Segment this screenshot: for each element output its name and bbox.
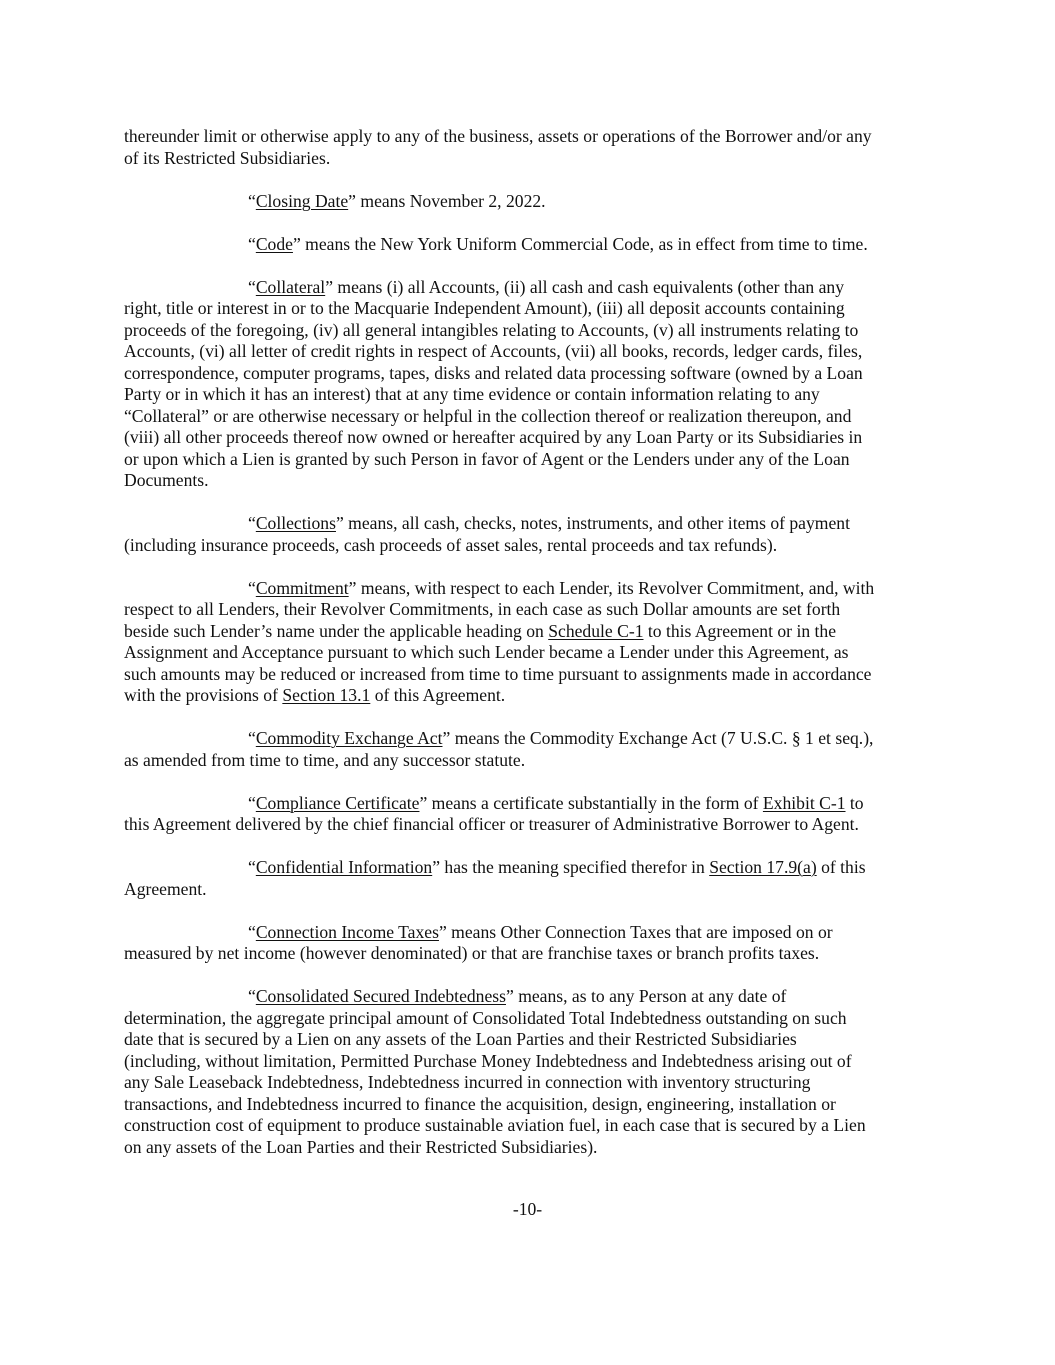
text-line: [124, 126, 954, 148]
text-segment: “: [248, 190, 256, 211]
text-segment: ” means, all cash, checks, notes, instruments, and other items of payment: [335, 513, 850, 533]
definition-paragraph: [124, 513, 954, 556]
text-line: [124, 427, 954, 449]
text-line: [124, 922, 954, 944]
text-line: [124, 384, 954, 406]
text-line: [124, 642, 954, 664]
definition-paragraph: [124, 191, 954, 213]
text-segment: ” means November 2, 2022.: [348, 190, 546, 211]
text-line: [124, 750, 954, 772]
definition-paragraph: [124, 234, 954, 256]
text-segment: of this Agreement.: [370, 685, 506, 705]
text-line: [124, 191, 954, 213]
text-segment: “: [248, 986, 256, 1006]
text-segment: ” means the New York Uniform Commercial Code, as in effect from time to time.: [292, 233, 868, 254]
text-line: [124, 1051, 954, 1073]
definition-paragraph: [124, 728, 954, 771]
definition-paragraph: [124, 922, 954, 965]
text-segment: or upon which a Lien is granted by such Person in favor of Agent or the Lenders under any of the Loan: [124, 448, 850, 469]
text-segment: (including, without limitation, Permitted Purchase Money Indebtedness and Indebtedness arising out of: [124, 1050, 852, 1071]
definition-paragraph: [124, 277, 954, 492]
page-number: -10-: [512, 1199, 543, 1219]
text-segment: Accounts, (vi) all letter of credit rights in respect of Accounts, (vii) all books, records, ledger cards, files,: [124, 341, 863, 361]
defined-term: Commodity Exchange Act: [255, 728, 443, 748]
text-segment: ” means the Commodity Exchange Act (7 U.S.C. § 1 et seq.),: [442, 728, 874, 748]
text-line: [124, 1008, 954, 1030]
text-segment: such amounts may be reduced or increased from time to time pursuant to assignments made in accordance: [124, 663, 872, 684]
text-segment: “: [248, 233, 256, 254]
definition-paragraph: [124, 126, 954, 169]
text-line: [124, 1137, 954, 1159]
text-segment: “Collateral” or are otherwise necessary or helpful in the collection thereof or realization thereupon, and: [124, 405, 852, 426]
text-segment: “: [248, 728, 256, 748]
defined-term: Section 13.1: [282, 685, 371, 705]
text-segment: to this Agreement or in the: [643, 620, 837, 641]
text-line: [124, 320, 954, 342]
text-line: [124, 857, 954, 879]
defined-term: Connection Income Taxes: [255, 921, 439, 942]
text-segment: thereunder limit or otherwise apply to any of the business, assets or operations of the Borrower and/or any: [124, 126, 872, 146]
text-segment: this Agreement delivered by the chief financial officer or treasurer of Administrative Borrower to Agent.: [124, 814, 859, 834]
text-line: [124, 879, 954, 901]
text-segment: ” means, with respect to each Lender, its Revolver Commitment, and, with: [348, 577, 875, 598]
text-segment: “: [248, 513, 256, 533]
text-segment: transactions, and Indebtedness incurred to finance the acquisition, design, engineering, installation or: [124, 1093, 836, 1114]
text-line: [124, 234, 954, 256]
definition-paragraph: [124, 578, 954, 707]
text-segment: with the provisions of: [124, 685, 283, 705]
text-segment: Agreement.: [124, 878, 207, 899]
text-segment: ” means Other Connection Taxes that are imposed on or: [438, 921, 833, 942]
text-segment: proceeds of the foregoing, (iv) all general intangibles relating to Accounts, (v) all instruments relating to: [124, 319, 859, 340]
text-line: [124, 148, 954, 170]
text-segment: ” means (i) all Accounts, (ii) all cash and cash equivalents (other than any: [325, 276, 845, 297]
defined-term: Exhibit C-1: [762, 792, 846, 813]
text-segment: (viii) all other proceeds thereof now owned or hereafter acquired by any Loan Party or its Subsidiaries in: [124, 427, 863, 447]
defined-term: Collections: [255, 513, 336, 533]
text-line: [124, 1029, 954, 1051]
defined-term: Commitment: [255, 577, 349, 598]
defined-term: Schedule C-1: [548, 620, 644, 641]
defined-term: Collateral: [255, 276, 326, 297]
text-segment: correspondence, computer programs, tapes, disks and related data processing software (owned by a Loan: [124, 362, 863, 383]
text-line: [124, 513, 954, 535]
text-segment: (including insurance proceeds, cash proceeds of asset sales, rental proceeds and tax refunds).: [124, 534, 778, 555]
text-line: [124, 341, 954, 363]
definition-paragraph: [124, 857, 954, 900]
text-segment: as amended from time to time, and any successor statute.: [124, 749, 526, 770]
text-segment: any Sale Leaseback Indebtedness, Indebtedness incurred in connection with inventory structuring: [124, 1072, 811, 1092]
text-segment: ” means a certificate substantially in the form of: [419, 792, 763, 813]
text-segment: of this: [816, 857, 866, 877]
text-line: [124, 943, 954, 965]
defined-term: Section 17.9(a): [709, 857, 817, 877]
text-segment: date that is secured by a Lien on any assets of the Loan Parties and their Restricted Subsidiaries: [124, 1029, 797, 1049]
defined-term: Code: [255, 233, 293, 254]
text-segment: beside such Lender’s name under the applicable heading on: [124, 620, 549, 641]
defined-term: Closing Date: [255, 190, 349, 211]
text-segment: construction cost of equipment to produce sustainable aviation fuel, in each case that is secured by a Lien: [124, 1115, 866, 1135]
text-segment: respect to all Lenders, their Revolver Commitments, in each case as such Dollar amounts are set forth: [124, 599, 841, 619]
document-page: [124, 126, 954, 1180]
text-segment: “: [248, 276, 256, 297]
text-segment: “: [248, 577, 256, 598]
text-line: [124, 793, 954, 815]
text-segment: measured by net income (however denominated) or that are franchise taxes or branch profits taxes.: [124, 943, 820, 963]
definition-paragraph: [124, 986, 954, 1158]
text-line: [124, 986, 954, 1008]
text-line: [124, 470, 954, 492]
defined-term: Confidential Information: [255, 857, 433, 877]
text-line: [124, 406, 954, 428]
text-line: [124, 664, 954, 686]
text-line: [124, 1094, 954, 1116]
text-segment: determination, the aggregate principal amount of Consolidated Total Indebtedness outstanding on such: [124, 1007, 847, 1028]
text-line: [124, 621, 954, 643]
text-segment: “: [248, 857, 256, 877]
text-segment: Documents.: [124, 470, 209, 490]
text-line: [124, 277, 954, 299]
text-segment: Assignment and Acceptance pursuant to which such Lender became a Lender under this Agreement, as: [124, 642, 849, 662]
defined-term: Consolidated Secured Indebtedness: [255, 986, 506, 1006]
text-line: [124, 599, 954, 621]
text-line: [124, 535, 954, 557]
text-line: [124, 814, 954, 836]
text-segment: on any assets of the Loan Parties and their Restricted Subsidiaries).: [124, 1136, 598, 1157]
text-segment: Party or in which it has an interest) that at any time evidence or contain information relating to any: [124, 384, 820, 404]
text-line: [124, 298, 954, 320]
text-segment: “: [248, 921, 256, 942]
defined-term: Compliance Certificate: [255, 792, 420, 813]
text-segment: ” means, as to any Person at any date of: [505, 986, 787, 1006]
text-line: [124, 449, 954, 471]
text-segment: “: [248, 792, 256, 813]
text-segment: ” has the meaning specified therefor in: [432, 857, 710, 877]
text-line: [124, 578, 954, 600]
text-line: [124, 685, 954, 707]
text-line: [124, 1115, 954, 1137]
definition-paragraph: [124, 793, 954, 836]
text-line: [124, 1072, 954, 1094]
text-line: [124, 728, 954, 750]
text-line: [124, 363, 954, 385]
text-segment: to: [845, 792, 864, 813]
text-segment: right, title or interest in or to the Macquarie Independent Amount), (iii) all deposit accounts containing: [124, 298, 845, 318]
text-segment: of its Restricted Subsidiaries.: [124, 147, 331, 168]
